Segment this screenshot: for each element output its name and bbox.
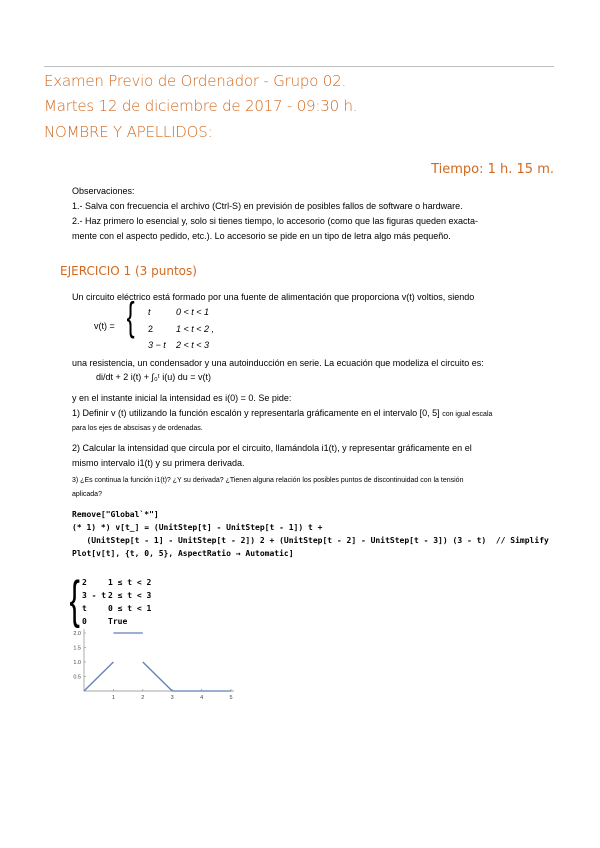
- top-rule: [44, 66, 554, 67]
- question-3b: aplicada?: [72, 491, 102, 498]
- case3-cond: 2 < t < 3: [176, 340, 210, 350]
- out-cond-2: 0 ≤ t < 1: [108, 604, 152, 613]
- case2-cond: 1 < t < 2 ,: [176, 324, 215, 334]
- x-tick-label: 1: [111, 695, 115, 701]
- time-limit: Tiempo: 1 h. 15 m.: [431, 162, 554, 177]
- out-expr-2: t: [82, 604, 87, 613]
- out-expr-3: 0: [82, 617, 87, 626]
- vt-label: v(t) =: [94, 321, 115, 331]
- exercise-line2: una resistencia, un condensador y una autoinducción en serie. La ecuación que modeliza el circuito es:: [72, 358, 484, 368]
- vt-plot: [60, 620, 250, 705]
- out-cond-0: 1 ≤ t < 2: [108, 578, 152, 587]
- exercise-intro: Un circuito eléctrico está formado por una fuente de alimentación que proporciona v(t) voltios, siendo: [72, 292, 475, 302]
- output-brace: {: [69, 571, 80, 629]
- code-line-4: Plot[v[t], {t, 0, 5}, AspectRatio → Automatic]: [72, 549, 294, 558]
- code-line-3: (UnitStep[t - 1] - UnitStep[t - 2]) 2 + (UnitStep[t - 2] - UnitStep[t - 3]) (3 - t) // Simplify: [72, 536, 549, 545]
- out-expr-1: 3 - t: [82, 591, 107, 600]
- out-cond-3: True: [108, 617, 128, 626]
- circuit-equation: di/dt + 2 i(t) + ∫₀ᵗ i(u) du = v(t): [96, 372, 211, 382]
- code-line-2: (* 1) *) v[t_] = (UnitStep[t] - UnitStep[t - 1]) t +: [72, 523, 323, 532]
- question-2b: mismo intervalo i1(t) y su primera derivada.: [72, 458, 245, 468]
- code-line-1: Remove["Global`*"]: [72, 510, 159, 519]
- out-expr-0: 2: [82, 578, 87, 587]
- question-1: [72, 406, 552, 422]
- plot-axes: [84, 629, 234, 691]
- x-tick-label: 3: [170, 695, 174, 701]
- plot-lines: [84, 633, 231, 691]
- question-1-small-b: para los ejes de abscisas y de ordenadas.: [72, 425, 203, 432]
- y-tick-label: 1.5: [73, 645, 81, 652]
- y-tick-label: 0.5: [73, 674, 81, 681]
- case1-expr: t: [148, 307, 151, 317]
- x-tick-label: 4: [200, 695, 204, 701]
- y-tick-label: 2.0: [73, 631, 81, 637]
- exam-date: Martes 12 de diciembre de 2017 - 09:30 h.: [44, 97, 358, 115]
- observaciones-title: Observaciones:: [72, 186, 135, 196]
- case3-expr: 3 − t: [148, 340, 166, 350]
- question-1-small-a: con igual escala: [442, 411, 493, 418]
- observaciones-block: [72, 184, 542, 244]
- piecewise-brace: {: [126, 295, 135, 339]
- code-cell[interactable]: [72, 508, 549, 560]
- name-field-label: NOMBRE Y APELLIDOS:: [44, 123, 213, 141]
- question-2a: 2) Calcular la intensidad que circula por el circuito, llamándola i1(t), y representar gráficamente en el: [72, 443, 472, 453]
- exam-title: Examen Previo de Ordenador - Grupo 02.: [44, 72, 347, 90]
- case1-cond: 0 < t < 1: [176, 307, 210, 317]
- y-tick-label: 1.0: [73, 660, 81, 666]
- out-cond-1: 2 ≤ t < 3: [108, 591, 152, 600]
- case2-expr: 2: [148, 324, 154, 334]
- observacion-2b: mente con el aspecto pedido, etc.). Lo accesorio se pide en un tipo de letra algo más pequeño.: [72, 231, 451, 241]
- x-tick-label: 2: [141, 695, 145, 701]
- x-tick-label: 5: [229, 695, 233, 701]
- series-segment-2: [143, 662, 172, 691]
- question-3a: 3) ¿Es continua la función i1(t)? ¿Y su derivada? ¿Tienen alguna relación los posibles puntos de discontinuidad con la tensión: [72, 477, 464, 484]
- series-segment-0: [84, 662, 113, 691]
- exercise-line3: y en el instante inicial la intensidad es i(0) = 0. Se pide:: [72, 393, 292, 403]
- observacion-2a: 2.- Haz primero lo esencial y, solo si tienes tiempo, lo accesorio (como que las figuras queden exacta-: [72, 216, 479, 226]
- exercise-title: EJERCICIO 1 (3 puntos): [60, 264, 197, 278]
- question-1-text: 1) Definir v (t) utilizando la función escalón y representarla gráficamente en el intervalo [0, 5]: [72, 408, 440, 418]
- observacion-1: 1.- Salva con frecuencia el archivo (Ctrl-S) en previsión de posibles fallos de software o hardware.: [72, 201, 463, 211]
